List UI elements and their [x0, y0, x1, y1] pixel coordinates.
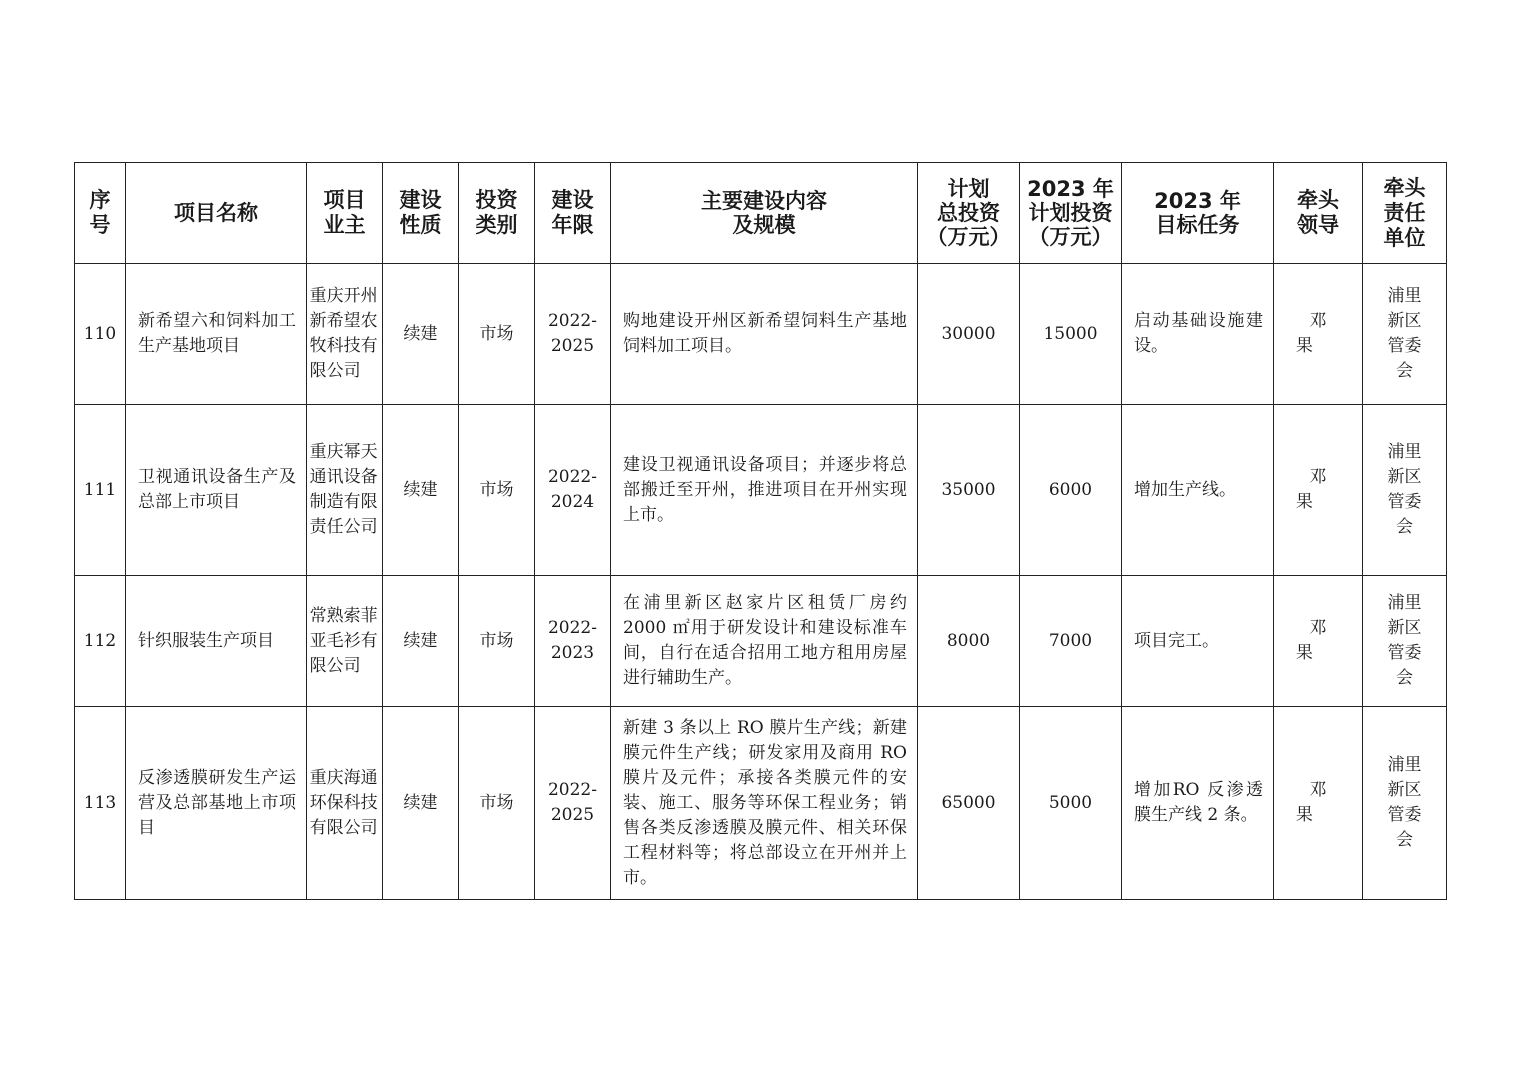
table-row	[75, 576, 1447, 707]
cell-content	[611, 405, 918, 576]
header-unit: 牵头责任单位	[1363, 163, 1447, 264]
header-period: 建设年限	[535, 163, 611, 264]
cell-target	[1122, 405, 1274, 576]
cell-owner: 重庆幂天通讯设备制造有限责任公司	[307, 405, 383, 576]
cell-name-text: 新希望六和饲料加工生产基地项目	[138, 311, 296, 356]
cell-target-text: 增加生产线。	[1134, 479, 1236, 500]
header-owner: 项目业主	[307, 163, 383, 264]
cell-leader: 邓果	[1274, 405, 1363, 576]
header-content	[611, 163, 918, 264]
cell-leader: 邓果	[1274, 264, 1363, 405]
header-plan2023-line2: 计划投资	[1028, 201, 1113, 225]
header-row	[75, 163, 1447, 264]
cell-target-text: 启动基础设施建设。	[1134, 311, 1263, 356]
cell-leader: 邓果	[1274, 576, 1363, 707]
cell-leader: 邓果	[1274, 707, 1363, 900]
project-plan-table	[74, 162, 1447, 900]
cell-period: 2022-2023	[535, 576, 611, 707]
cell-plan2023: 7000	[1020, 576, 1122, 707]
cell-seq: 112	[75, 576, 126, 707]
cell-content-text: 建设卫视通讯设备项目；并逐步将总部搬迁至开州，推进项目在开州实现上市。	[623, 454, 907, 525]
header-total	[918, 163, 1020, 264]
cell-seq: 111	[75, 405, 126, 576]
header-total-line1: 计划	[947, 177, 990, 201]
cell-owner: 重庆开州新希望农牧科技有限公司	[307, 264, 383, 405]
cell-owner: 重庆海通环保科技有限公司	[307, 707, 383, 900]
cell-content	[611, 707, 918, 900]
cell-name	[126, 707, 307, 900]
cell-target	[1122, 576, 1274, 707]
cell-target-text: 增加RO 反渗透膜生产线 2 条。	[1134, 780, 1263, 825]
header-name: 项目名称	[126, 163, 307, 264]
cell-category: 市场	[459, 264, 535, 405]
header-content-line2: 及规模	[732, 213, 796, 237]
cell-content-text: 购地建设开州区新希望饲料生产基地饲料加工项目。	[623, 311, 907, 356]
cell-target	[1122, 707, 1274, 900]
cell-name-text: 反渗透膜研发生产运营及总部基地上市项目	[138, 767, 296, 838]
cell-target	[1122, 264, 1274, 405]
cell-seq: 110	[75, 264, 126, 405]
cell-target-text: 项目完工。	[1134, 630, 1219, 651]
cell-name-text: 卫视通讯设备生产及总部上市项目	[138, 467, 296, 512]
cell-seq: 113	[75, 707, 126, 900]
header-seq: 序号	[75, 163, 126, 264]
header-target-line2: 目标任务	[1155, 213, 1240, 237]
header-content-line1: 主要建设内容	[701, 189, 827, 213]
cell-unit: 浦里新区管委会	[1363, 405, 1447, 576]
cell-plan2023: 15000	[1020, 264, 1122, 405]
cell-total: 30000	[918, 264, 1020, 405]
cell-total: 35000	[918, 405, 1020, 576]
table-row	[75, 707, 1447, 900]
cell-unit: 浦里新区管委会	[1363, 707, 1447, 900]
cell-period: 2022-2024	[535, 405, 611, 576]
header-nature: 建设性质	[383, 163, 459, 264]
cell-category: 市场	[459, 576, 535, 707]
header-target	[1122, 163, 1274, 264]
cell-category: 市场	[459, 405, 535, 576]
cell-content-text: 在浦里新区赵家片区租赁厂房约 2000 ㎡用于研发设计和建设标准车间，自行在适合招用工地方租用房屋进行辅助生产。	[623, 593, 907, 688]
header-plan2023-line1: 2023 年	[1027, 177, 1114, 201]
cell-content	[611, 264, 918, 405]
cell-content	[611, 576, 918, 707]
header-plan2023-line3: （万元）	[1028, 225, 1113, 249]
cell-plan2023: 6000	[1020, 405, 1122, 576]
header-total-line2: 总投资	[937, 201, 1000, 225]
cell-nature: 续建	[383, 707, 459, 900]
cell-nature: 续建	[383, 264, 459, 405]
header-plan2023	[1020, 163, 1122, 264]
cell-name-text: 针织服装生产项目	[138, 630, 274, 651]
table-row	[75, 405, 1447, 576]
header-category: 投资类别	[459, 163, 535, 264]
header-target-line1: 2023 年	[1154, 189, 1241, 213]
cell-name	[126, 264, 307, 405]
cell-period: 2022-2025	[535, 264, 611, 405]
cell-content-text: 新建 3 条以上 RO 膜片生产线；新建膜元件生产线；研发家用及商用 RO 膜片及元件；承接各类膜元件的安装、施工、服务等环保工程业务；销售各类反渗透膜及膜元件、相关环保工程材料等；将总部设立在开州并上市。	[623, 717, 907, 888]
cell-nature: 续建	[383, 576, 459, 707]
cell-owner: 常熟索菲亚毛衫有限公司	[307, 576, 383, 707]
table-row	[75, 264, 1447, 405]
cell-plan2023: 5000	[1020, 707, 1122, 900]
cell-unit: 浦里新区管委会	[1363, 576, 1447, 707]
cell-total: 65000	[918, 707, 1020, 900]
cell-nature: 续建	[383, 405, 459, 576]
header-leader: 牵头领导	[1274, 163, 1363, 264]
cell-period: 2022-2025	[535, 707, 611, 900]
header-total-line3: （万元）	[926, 225, 1011, 249]
cell-name	[126, 576, 307, 707]
cell-total: 8000	[918, 576, 1020, 707]
cell-category: 市场	[459, 707, 535, 900]
cell-name	[126, 405, 307, 576]
cell-unit: 浦里新区管委会	[1363, 264, 1447, 405]
